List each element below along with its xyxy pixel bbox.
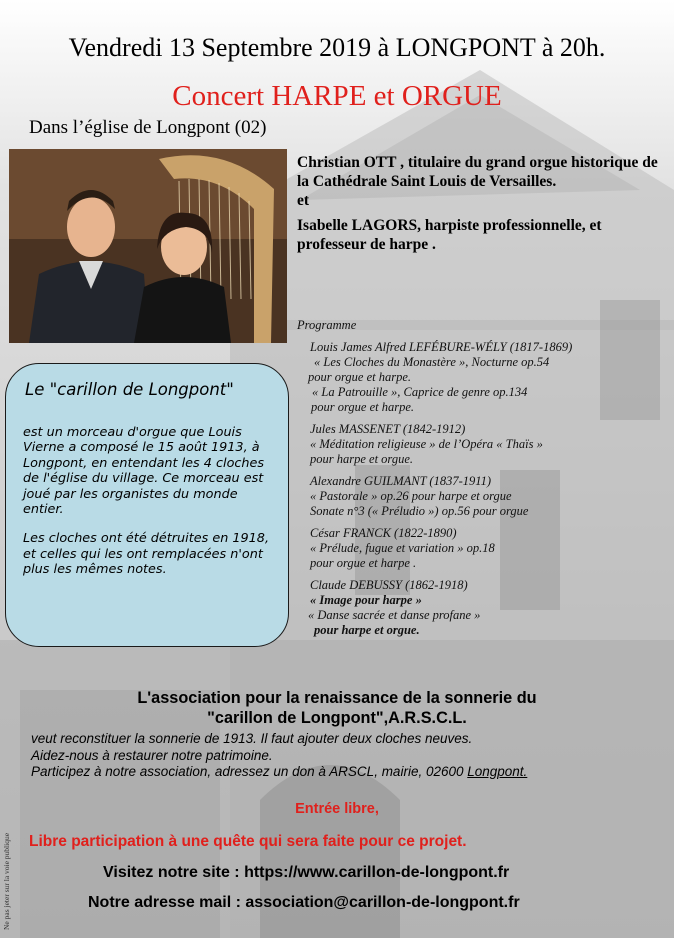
piece-line: « Image pour harpe » [310,593,422,607]
performers-photo [9,149,287,343]
piece-line: pour orgue et harpe . [310,556,417,570]
piece-line: pour orgue et harpe. [308,370,411,384]
free-entry: Entrée libre, [295,801,379,817]
association-heading-line: L'association pour la renaissance de la sonnerie du [137,689,537,707]
piece-line: « Danse sacrée et danse profane » [308,608,481,622]
programme [297,318,667,645]
email-line[interactable]: Notre adresse mail : association@carillon-de-longpont.fr [88,894,520,911]
piece-line: « Méditation religieuse » de l’Opéra « Thaïs » [310,437,543,451]
carillon-box-text: est un morceau d'orgue que Louis Vierne a composé le 15 août 1913, à Longpont, en entendant les 4 cloches de l'église du village. Ce morceau est joué par les organistes du monde entier. [23,425,265,518]
association-address: Participez à notre association, adressez un don à ARSCL, mairie, 02600 [31,764,468,779]
piece-line: pour orgue et harpe. [311,400,414,414]
carillon-box-title: Le "carillon de Longpont" [25,380,234,399]
donation-note: Libre participation à une quête qui sera faite pour ce projet. [29,833,467,850]
performer-organist: Christian OTT , titulaire du grand orgue historique de la Cathédrale Saint Louis de Versailles. [297,154,658,190]
longpont-link[interactable]: Longpont. [467,764,528,779]
programme-item [297,526,667,571]
composer-name: Jules MASSENET (1842-1912) [310,422,466,436]
piece-line: pour harpe et orgue. [314,623,420,637]
concert-title: Concert HARPE et ORGUE [172,80,502,112]
association-text [31,731,527,781]
composer-name: Alexandre GUILMANT (1837-1911) [310,474,491,488]
performer-harpist: Isabelle LAGORS, harpiste professionnelle, et professeur de harpe . [297,217,602,253]
piece-line: « La Patrouille », Caprice de genre op.134 [312,385,528,399]
composer-name: Louis James Alfred LEFÉBURE-WÉLY (1817-1869) [310,340,573,354]
piece-line: « Les Cloches du Monastère », Nocturne op.54 [314,355,550,369]
carillon-info-box [5,363,289,647]
piece-line: « Prélude, fugue et variation » op.18 [310,541,495,555]
programme-item [297,578,667,638]
performers-block [297,153,667,254]
association-line [31,764,527,781]
website-line[interactable]: Visitez notre site : https://www.carillon-de-longpont.fr [103,864,510,881]
composer-name: César FRANCK (1822-1890) [310,526,457,540]
piece-line: « Pastorale » op.26 pour harpe et orgue [310,489,512,503]
piece-line: pour harpe et orgue. [310,452,413,466]
piece-line: Sonate n°3 (« Préludio ») op.56 pour orgue [310,504,529,518]
association-heading-line: "carillon de Longpont",A.R.S.C.L. [207,709,467,727]
programme-heading: Programme [297,318,357,332]
association-line: Aidez-nous à restaurer notre patrimoine. [31,747,273,763]
association-heading [0,688,674,728]
carillon-box-text: Les cloches ont été détruites en 1918, et celles qui les ont remplacées n'ont plus les mêmes notes. [23,531,270,578]
programme-item [297,422,667,467]
side-note: Ne pas jeter sur la voie publique [2,832,11,930]
venue-line: Dans l’église de Longpont (02) [29,117,267,138]
programme-item [297,474,667,519]
association-line: veut reconstituer la sonnerie de 1913. Il faut ajouter deux cloches neuves. [31,731,473,746]
performers-and: et [297,192,310,209]
event-date-line: Vendredi 13 Septembre 2019 à LONGPONT à 20h. [68,33,606,62]
composer-name: Claude DEBUSSY (1862-1918) [310,578,468,592]
programme-item [297,340,667,415]
